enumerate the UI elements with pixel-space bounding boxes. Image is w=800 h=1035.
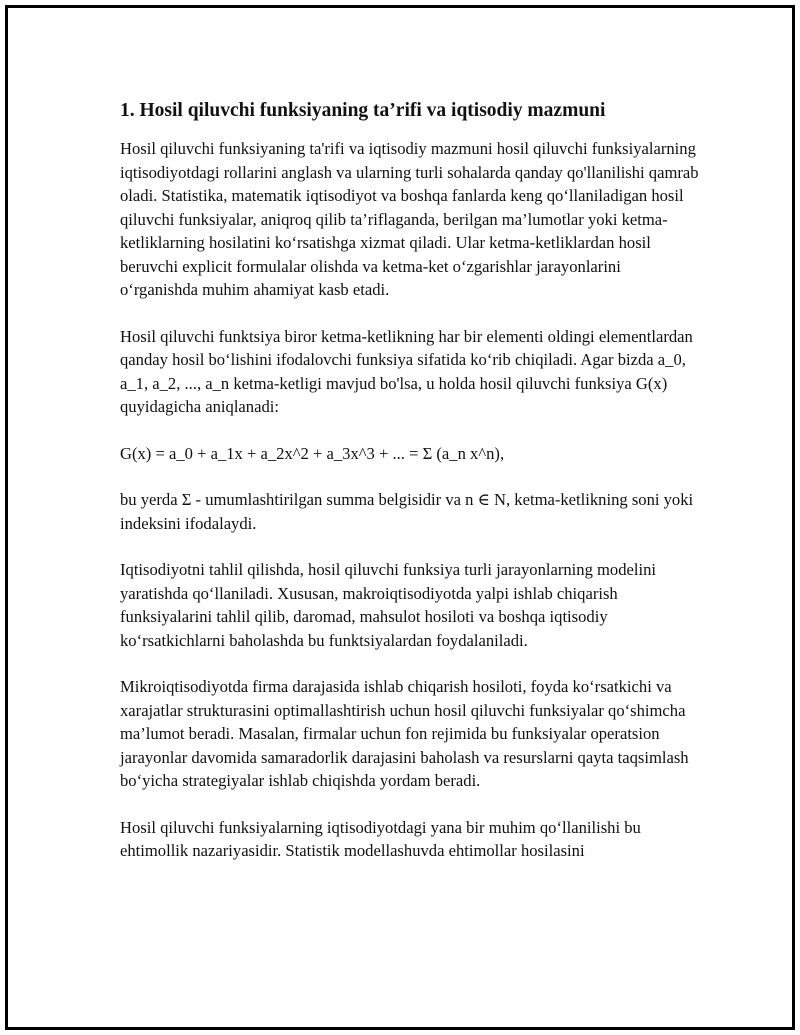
paragraph-macroeconomics: Iqtisodiyotni tahlil qilishda, hosil qiluvchi funksiya turli jarayonlarning modelini yaratishda qo‘llaniladi. Xususan, makroiqtisodiyotda yalpi ishlab chiqarish funksiyalarini tahlil qilib, daromad, mahsulot hosiloti va boshqa iqtisodiy ko‘rsatkichlarni baholashda bu funktsiyalardan foydalaniladi. <box>120 560 657 650</box>
paragraph-sum-notation: bu yerda Σ - umumlashtirilgan summa belgisidir va n ∈ N, ketma-ketlikning soni yoki indeksini ifodalaydi. <box>120 490 694 533</box>
paragraph-microeconomics: Mikroiqtisodiyotda firma darajasida ishlab chiqarish hosiloti, foyda ko‘rsatkichi va xarajatlar strukturasini optimallashtirish uchun hosil qiluvchi funksiyalar qo‘shimcha ma’lumot beradi. Masalan, firmalar uchun fon rejimida bu funksiyalar operatsion jarayonlar davomida samaradorlik darajasini baholash va resurslarni qayta taqsimlash bo‘yicha strategiyalar ishlab chiqishda yordam beradi. <box>120 677 689 791</box>
document-page <box>5 5 795 1030</box>
formula-generating-function: G(x) = a_0 + a_1x + a_2x^2 + a_3x^3 + ... = Σ (a_n x^n), <box>120 443 505 463</box>
paragraph-definition-intro: Hosil qiluvchi funksiyaning ta'rifi va iqtisodiy mazmuni hosil qiluvchi funksiyalarning iqtisodiyotdagi rollarini anglash va ularning turli sohalarda qanday qo'llanilishi qamrab oladi. Statistika, matematik iqtisodiyot va boshqa fanlarda keng qo‘llaniladigan hosil qiluvchi funksiyalar, aniqroq qilib ta’riflaganda, berilgan ma’lumotlar yoki ketma-ketliklarning hosilatini ko‘rsatishga xizmat qiladi. Ular ketma-ketliklardan hosil beruvchi explicit formulalar olishda va ketma-ket o‘zgarishlar jarayonlarini o‘rganishda muhim ahamiyat kasb etadi. <box>120 139 699 300</box>
section-heading: 1. Hosil qiluvchi funksiyaning ta’rifi va iqtisodiy mazmuni <box>120 100 606 121</box>
paragraph-probability-theory: Hosil qiluvchi funksiyalarning iqtisodiyotdagi yana bir muhim qo‘llanilishi bu ehtimollik nazariyasidir. Statistik modellashuvda ehtimollar hosilasini <box>120 817 641 861</box>
paragraph-generating-function-definition: Hosil qiluvchi funktsiya biror ketma-ketlikning har bir elementi oldingi elementlardan qanday hosil bo‘lishini ifodalovchi funksiya sifatida ko‘rib chiqiladi. Agar bizda a_0, a_1, a_2, ..., a_n ketma-ketligi mavjud bo'lsa, u holda hosil qiluvchi funksiya G(x) quyidagicha aniqlanadi: <box>120 326 693 417</box>
document-body <box>120 98 700 886</box>
